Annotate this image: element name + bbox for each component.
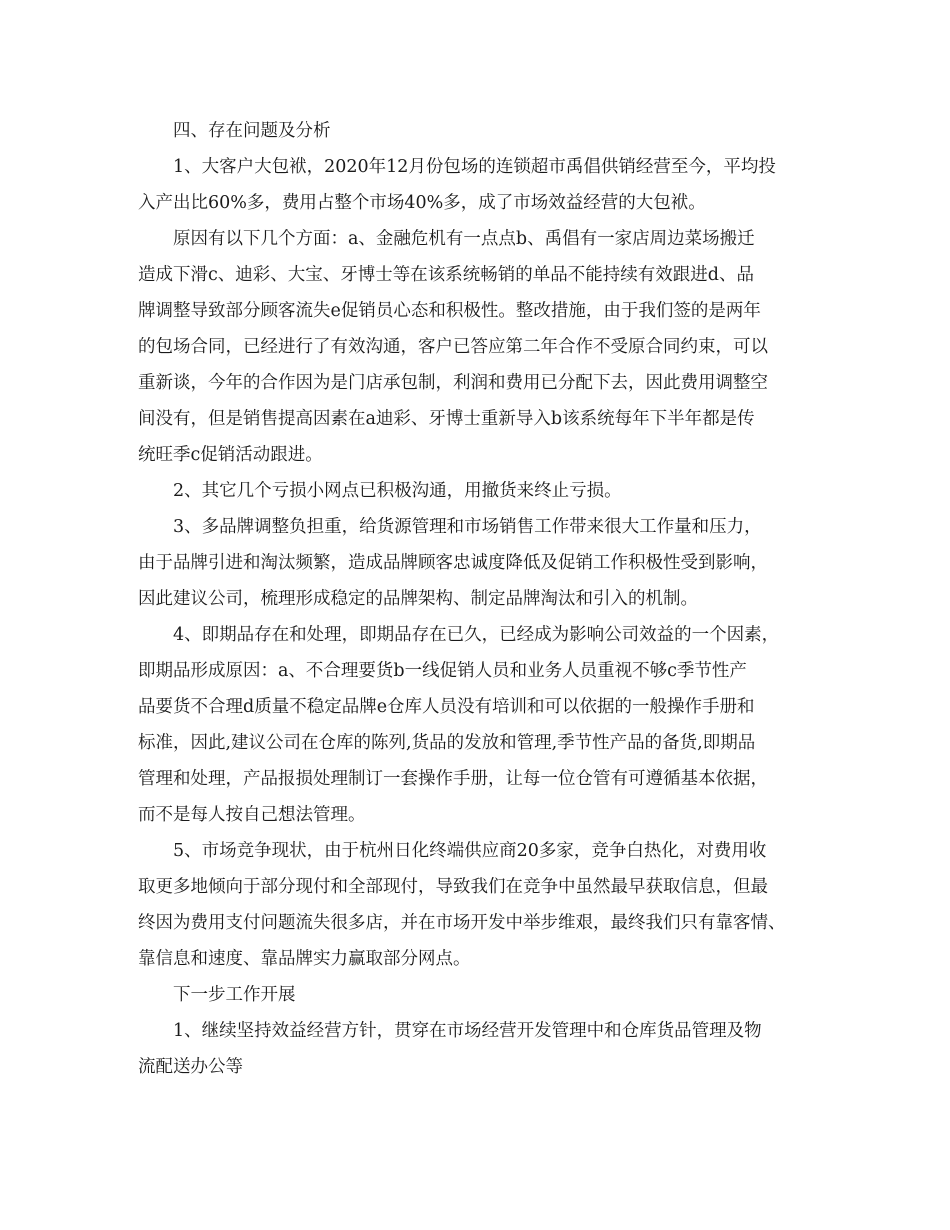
item-1-line: 入产出比60%多，费用占整个市场40%多，成了市场效益经营的大包袱。	[138, 193, 706, 213]
item-4-line: 品要货不合理d质量不稳定品牌e仓库人员没有培训和可以依据的一般操作手册和	[138, 697, 755, 717]
item-5-line: 终因为费用支付问题流失很多店，并在市场开发中举步维艰，最终我们只有靠客情、	[138, 913, 786, 933]
next-steps-heading: 下一步工作开展	[173, 985, 296, 1005]
item-5-line: 取更多地倾向于部分现付和全部现付，导致我们在竞争中虽然最早获取信息，但最	[138, 877, 768, 897]
item-2-line: 2、其它几个亏损小网点已积极沟通，用撤货来终止亏损。	[173, 481, 622, 501]
item-4-line: 即期品形成原因：a、不合理要货b一线促销人员和业务人员重视不够c季节性产	[138, 661, 747, 681]
item-4-line: 标准，因此,建议公司在仓库的陈列,货品的发放和管理,季节性产品的备货,即期品	[138, 733, 756, 753]
next-item-1-line: 1、继续坚持效益经营方针，贯穿在市场经营开发管理中和仓库货品管理及物	[173, 1021, 762, 1041]
item-3-line: 由于品牌引进和淘汰频繁，造成品牌顾客忠诚度降低及促销工作积极性受到影响，	[138, 553, 768, 573]
item-3-line: 3、多品牌调整负担重，给货源管理和市场销售工作带来很大工作量和压力，	[173, 517, 762, 537]
item-4-line: 管理和处理，产品报损处理制订一套操作手册，让每一位仓管有可遵循基本依据，	[138, 769, 768, 789]
item-5-line: 5、市场竞争现状，由于杭州日化终端供应商20多家，竞争白热化，对费用收	[173, 841, 767, 861]
section-4-heading: 四、存在问题及分析	[173, 121, 331, 141]
reasons-line: 统旺季c促销活动跟进。	[138, 445, 323, 465]
reasons-line: 间没有，但是销售提高因素在a迪彩、牙博士重新导入b该系统每年下半年都是传	[138, 409, 755, 429]
item-1-line: 1、大客户大包袱，2020年12月份包场的连锁超市禹倡供销经营至今，平均投	[173, 157, 776, 177]
item-3-line: 因此建议公司，梳理形成稳定的品牌架构、制定品牌淘汰和引入的机制。	[138, 589, 698, 609]
reasons-line: 牌调整导致部分顾客流失e促销员心态和积极性。整改措施，由于我们签的是两年	[138, 301, 761, 321]
reasons-line: 的包场合同，已经进行了有效沟通，客户已答应第二年合作不受原合同约束，可以	[138, 337, 768, 357]
reasons-line: 原因有以下几个方面：a、金融危机有一点点b、禹倡有一家店周边菜场搬迁	[173, 229, 755, 249]
reasons-line: 造成下滑c、迪彩、大宝、牙博士等在该系统畅销的单品不能持续有效跟进d、品	[138, 265, 755, 285]
next-item-1-line: 流配送办公等	[138, 1057, 243, 1077]
item-4-line: 4、即期品存在和处理，即期品存在已久，已经成为影响公司效益的一个因素，	[173, 625, 780, 645]
reasons-line: 重新谈，今年的合作因为是门店承包制，利润和费用已分配下去，因此费用调整空	[138, 373, 768, 393]
item-4-line: 而不是每人按自己想法管理。	[138, 805, 366, 825]
item-5-line: 靠信息和速度、靠品牌实力赢取部分网点。	[138, 949, 471, 969]
